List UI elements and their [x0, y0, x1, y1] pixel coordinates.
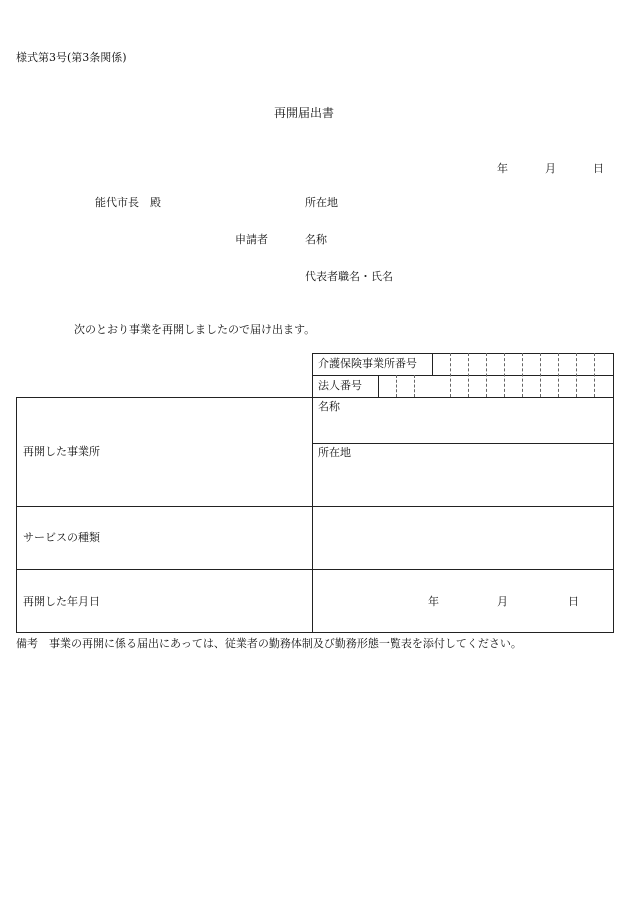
digit-separator — [558, 353, 559, 397]
service-type-label: サービスの種類 — [23, 531, 100, 544]
care-number-label-divider — [432, 353, 433, 375]
restart-year-label: 年 — [428, 595, 439, 608]
digit-separator — [522, 353, 523, 397]
date-day-label: 日 — [593, 162, 604, 175]
digit-separator — [594, 353, 595, 397]
applicant-label: 申請者 — [235, 233, 268, 246]
restart-month-label: 月 — [497, 595, 508, 608]
digit-separator — [414, 375, 415, 397]
corporate-number-label: 法人番号 — [318, 379, 362, 392]
digit-separator — [576, 353, 577, 397]
digit-separator — [540, 353, 541, 397]
applicant-name-label: 名称 — [305, 233, 327, 246]
digit-separator — [504, 353, 505, 397]
care-insurance-number-label: 介護保険事業所番号 — [318, 357, 417, 370]
facility-table — [16, 397, 614, 633]
service-row-top — [16, 506, 614, 507]
digit-separator — [468, 353, 469, 397]
representative-label: 代表者職名・氏名 — [305, 270, 393, 283]
statement-text: 次のとおり事業を再開しましたので届け出ます。 — [74, 323, 316, 336]
addressee: 能代市長 殿 — [95, 196, 161, 209]
note-text: 備考 事業の再開に係る届出にあっては、従業者の勤務体制及び勤務形態一覧表を添付してください。 — [16, 637, 522, 650]
form-number-label: 様式第3号(第3条関係) — [16, 51, 127, 64]
digit-separator — [486, 353, 487, 397]
applicant-address-label: 所在地 — [305, 196, 338, 209]
restart-day-label: 日 — [568, 595, 579, 608]
corporate-number-label-divider — [378, 375, 379, 397]
date-row-top — [16, 569, 614, 570]
document-title: 再開届出書 — [274, 106, 335, 120]
digit-separator — [450, 353, 451, 397]
facility-label: 再開した事業所 — [23, 445, 100, 458]
date-month-label: 月 — [545, 162, 556, 175]
facility-name-label: 名称 — [318, 400, 340, 413]
digit-separator — [396, 375, 397, 397]
table-column-divider — [312, 397, 313, 633]
date-year-label: 年 — [497, 162, 508, 175]
restart-date-label: 再開した年月日 — [23, 595, 100, 608]
number-row-divider — [312, 375, 614, 376]
facility-address-label: 所在地 — [318, 446, 351, 459]
facility-name-address-divider — [312, 443, 614, 444]
